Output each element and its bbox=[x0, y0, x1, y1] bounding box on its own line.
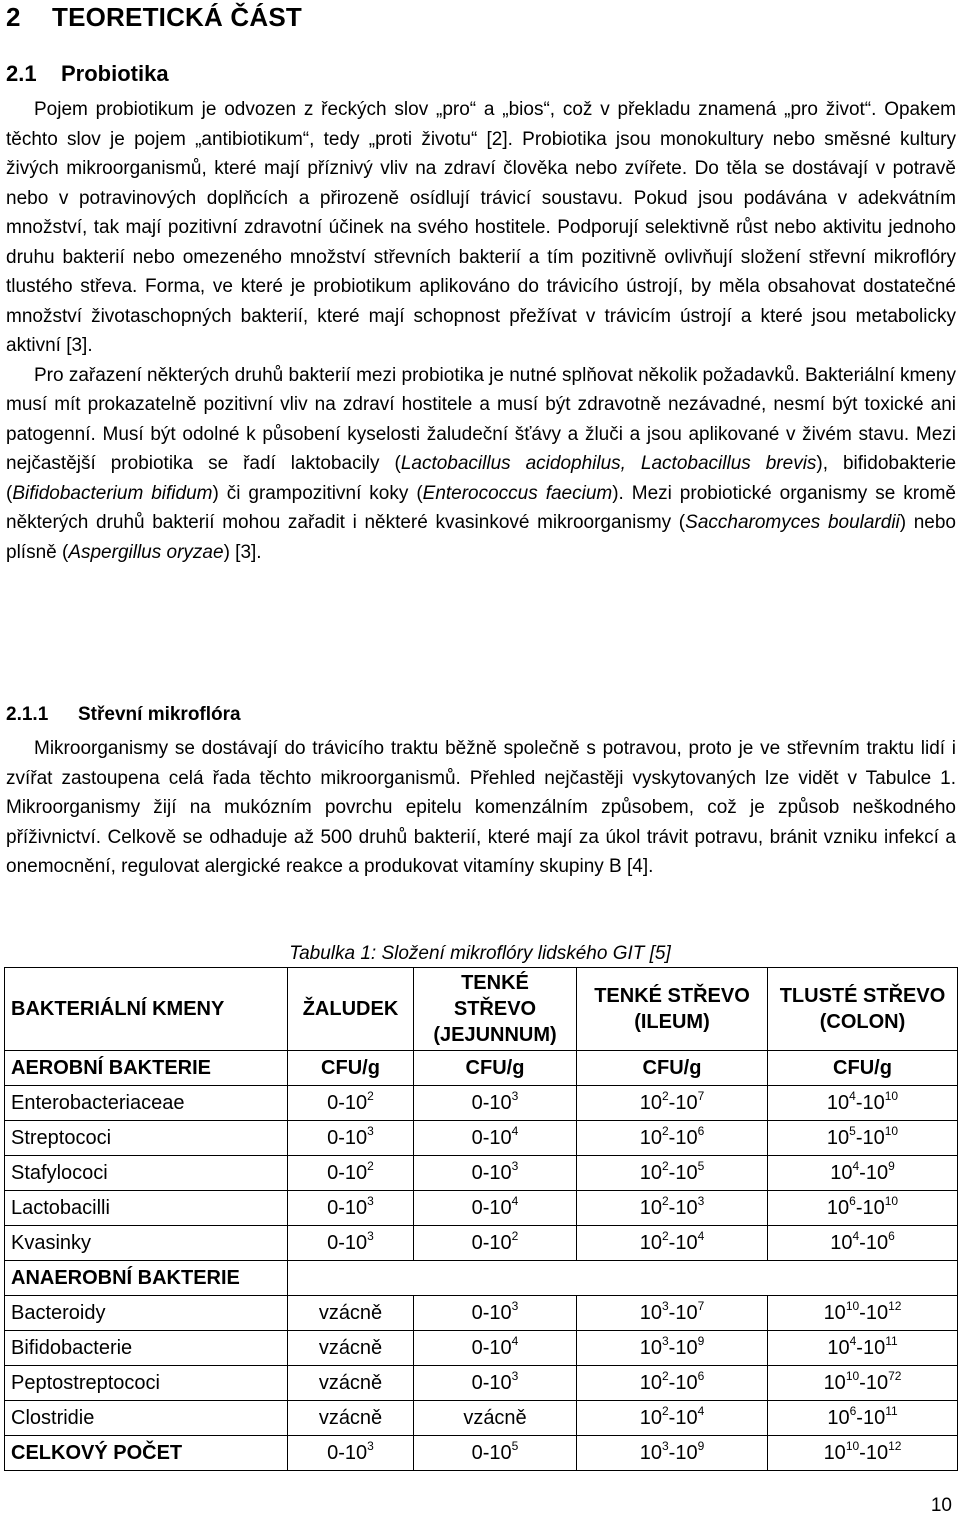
row-label: Bifidobacterie bbox=[5, 1331, 288, 1366]
value-text: -10 bbox=[668, 1371, 698, 1394]
exponent: 3 bbox=[511, 1368, 519, 1383]
value-text: -10 bbox=[855, 1126, 885, 1149]
value-text: 10 bbox=[639, 1371, 662, 1394]
text-run: ), bifidobakterie ( bbox=[6, 453, 957, 504]
species-name: Lactobacillus acidophilus, Lactobacillus brevis bbox=[400, 453, 817, 474]
table-row bbox=[5, 1156, 958, 1191]
table-cell bbox=[414, 1436, 577, 1471]
exponent: 7 bbox=[697, 1298, 705, 1313]
table-row bbox=[5, 1436, 958, 1471]
table-row bbox=[5, 1086, 958, 1121]
row-label: CELKOVÝ POČET bbox=[5, 1436, 288, 1471]
species-name: Bifidobacterium bifidum bbox=[12, 482, 213, 504]
value-text: 10 bbox=[826, 1196, 850, 1219]
table-cell bbox=[768, 1401, 958, 1436]
table-cell: vzácně bbox=[288, 1401, 414, 1436]
value-text: 0-10 bbox=[327, 1091, 368, 1114]
value-text: 0-10 bbox=[471, 1126, 512, 1149]
value-text: 10 bbox=[826, 1091, 850, 1114]
exponent: 10 bbox=[845, 1368, 860, 1383]
value-text: 10 bbox=[830, 1231, 853, 1254]
table-cell bbox=[288, 1226, 414, 1261]
table-cell: vzácně bbox=[414, 1401, 577, 1436]
value-text: 10 bbox=[826, 1126, 850, 1149]
exponent: 10 bbox=[845, 1298, 860, 1313]
value-text: -10 bbox=[668, 1091, 698, 1114]
exponent: 4 bbox=[511, 1333, 519, 1348]
value-text: 10 bbox=[639, 1441, 662, 1464]
subsection-number: 2.1.1 bbox=[6, 704, 49, 725]
table-cell bbox=[414, 1156, 577, 1191]
exponent: 9 bbox=[697, 1438, 705, 1453]
exponent: 5 bbox=[511, 1438, 519, 1453]
page-number: 10 bbox=[930, 1495, 952, 1516]
row-label: Lactobacilli bbox=[5, 1191, 288, 1226]
exponent: 5 bbox=[697, 1158, 705, 1173]
exponent: 11 bbox=[885, 1403, 898, 1418]
table-cell bbox=[768, 1191, 958, 1226]
value-text: 10 bbox=[639, 1091, 662, 1114]
exponent: 3 bbox=[367, 1193, 374, 1208]
table-cell bbox=[577, 1121, 768, 1156]
exponent: 9 bbox=[697, 1333, 705, 1348]
value-text: 10 bbox=[639, 1196, 662, 1219]
row-label: Enterobacteriaceae bbox=[5, 1086, 288, 1121]
exponent: 6 bbox=[849, 1193, 856, 1208]
table-cell bbox=[288, 1121, 414, 1156]
exponent: 4 bbox=[852, 1228, 860, 1243]
table-row bbox=[5, 1191, 958, 1226]
table-cell bbox=[768, 1366, 958, 1401]
value-text: 0-10 bbox=[471, 1301, 512, 1324]
table-cell bbox=[577, 1296, 768, 1331]
table-cell bbox=[414, 1121, 577, 1156]
species-name: Aspergillus oryzae bbox=[68, 541, 224, 563]
value-text: -10 bbox=[668, 1406, 698, 1429]
value-text: 10 bbox=[827, 1336, 850, 1359]
text-run: Pro zařazení některých druhů bakterií mezi probiotika je nutné splňovat několik požadavků. Bakteriální kmeny musí mít prokazatelně pozitivní vliv na zdraví hostitele a musí být zdravotně nezávadné, nesmí být toxické ani patogenní. Musí být odolné k působení kyselosti žaludeční šťávy a žluči a jsou aplikované v živém stavu. Mezi nejčastější probiotika se řadí laktobacily ( bbox=[6, 364, 956, 474]
group-label: ANAEROBNÍ BAKTERIE bbox=[5, 1261, 288, 1296]
exponent: 12 bbox=[888, 1298, 902, 1313]
exponent: 2 bbox=[661, 1123, 669, 1138]
value-text: 0-10 bbox=[471, 1161, 512, 1184]
column-header: TENKÉ STŘEVO (ILEUM) bbox=[577, 968, 768, 1051]
value-text: 0-10 bbox=[471, 1231, 512, 1254]
exponent: 4 bbox=[697, 1228, 705, 1243]
table-cell bbox=[414, 1226, 577, 1261]
paragraph: Mikroorganismy se dostávají do trávicího traktu běžně společně s potravou, proto je ve střevním traktu lidí i zvířat zastoupena celá řada těchto mikroorganismů. Přehled nejčastěji vyskytovaných lze vidět v Tabulce 1. Mikroorganismy žijí na mukózním povrchu epitelu komenzálním způsobem, což je způsob neškodného příživnictví. Celkově se odhaduje až 500 druhů bakterií, které mají za úkol trávit potravu, bránit vzniku infekcí a onemocnění, regulovat alergické reakce a produkovat vitamíny skupiny B [4]. bbox=[6, 738, 956, 877]
value-text: -10 bbox=[668, 1231, 698, 1254]
table-caption: Tabulka 1: Složení mikroflóry lidského GIT [5] bbox=[289, 943, 671, 964]
row-label: Peptostreptococi bbox=[5, 1366, 288, 1401]
exponent: 10 bbox=[884, 1123, 899, 1138]
value-text: -10 bbox=[668, 1196, 698, 1219]
row-label: Stafylococi bbox=[5, 1156, 288, 1191]
exponent: 2 bbox=[367, 1088, 374, 1103]
group-row bbox=[5, 1261, 958, 1296]
table-cell bbox=[768, 1086, 958, 1121]
table-row bbox=[5, 1331, 958, 1366]
value-text: -10 bbox=[859, 1441, 889, 1464]
column-header: BAKTERIÁLNÍ KMENY bbox=[5, 968, 288, 1051]
value-text: -10 bbox=[855, 1091, 885, 1114]
text-run: ) [3]. bbox=[223, 541, 262, 563]
value-text: -10 bbox=[668, 1336, 698, 1359]
value-text: 0-10 bbox=[327, 1231, 368, 1254]
table-cell bbox=[768, 1121, 958, 1156]
value-text: 10 bbox=[639, 1336, 662, 1359]
exponent: 3 bbox=[511, 1088, 519, 1103]
value-text: 0-10 bbox=[327, 1161, 368, 1184]
exponent: 7 bbox=[697, 1088, 705, 1103]
table-cell bbox=[414, 1086, 577, 1121]
value-text: 0-10 bbox=[471, 1371, 512, 1394]
table-cell: vzácně bbox=[288, 1331, 414, 1366]
exponent: 72 bbox=[888, 1368, 902, 1383]
value-text: 10 bbox=[830, 1161, 853, 1184]
subsection-title: Střevní mikroflóra bbox=[78, 704, 241, 725]
chapter-heading bbox=[6, 2, 302, 33]
table-cell bbox=[768, 1156, 958, 1191]
table-cell bbox=[768, 1296, 958, 1331]
table-cell bbox=[577, 1331, 768, 1366]
table-cell bbox=[288, 1086, 414, 1121]
table-row bbox=[5, 1296, 958, 1331]
value-text: 0-10 bbox=[471, 1091, 512, 1114]
exponent: 12 bbox=[888, 1438, 902, 1453]
exponent: 10 bbox=[884, 1193, 899, 1208]
value-text: 10 bbox=[827, 1406, 850, 1429]
value-text: -10 bbox=[668, 1126, 698, 1149]
exponent: 11 bbox=[885, 1333, 898, 1348]
table-cell bbox=[577, 1191, 768, 1226]
exponent: 5 bbox=[849, 1123, 856, 1138]
value-text: 0-10 bbox=[327, 1196, 368, 1219]
table-cell bbox=[414, 1191, 577, 1226]
exponent: 6 bbox=[888, 1228, 895, 1243]
table-cell: vzácně bbox=[288, 1296, 414, 1331]
empty-cell bbox=[288, 1261, 958, 1296]
exponent: 3 bbox=[367, 1123, 374, 1138]
table-header-row bbox=[5, 968, 958, 1051]
section-number: 2.1 bbox=[6, 61, 37, 86]
table-cell bbox=[414, 1296, 577, 1331]
group-row bbox=[5, 1051, 958, 1086]
text-run: ) nebo plísně ( bbox=[6, 512, 956, 563]
table-cell bbox=[288, 1191, 414, 1226]
table-cell bbox=[414, 1331, 577, 1366]
exponent: 10 bbox=[845, 1438, 860, 1453]
table-cell bbox=[288, 1156, 414, 1191]
table-cell bbox=[768, 1226, 958, 1261]
text-run: ). Mezi probiotické organismy se kromě některých druhů bakterií mohou zařadit i některé kvasinkové mikroorganismy ( bbox=[6, 482, 956, 533]
table-row bbox=[5, 1366, 958, 1401]
exponent: 3 bbox=[661, 1438, 669, 1453]
exponent: 4 bbox=[849, 1333, 857, 1348]
exponent: 2 bbox=[367, 1158, 374, 1173]
subsection-body bbox=[6, 734, 956, 882]
exponent: 3 bbox=[661, 1333, 669, 1348]
table-cell bbox=[577, 1086, 768, 1121]
row-label: Bacteroidy bbox=[5, 1296, 288, 1331]
exponent: 4 bbox=[849, 1088, 856, 1103]
exponent: 10 bbox=[884, 1088, 899, 1103]
row-label: Clostridie bbox=[5, 1401, 288, 1436]
row-label: Streptococi bbox=[5, 1121, 288, 1156]
unit-cell: CFU/g bbox=[768, 1051, 958, 1086]
value-text: -10 bbox=[856, 1336, 886, 1359]
exponent: 3 bbox=[511, 1158, 519, 1173]
value-text: -10 bbox=[859, 1231, 889, 1254]
column-header: TLUSTÉ STŘEVO (COLON) bbox=[768, 968, 958, 1051]
exponent: 2 bbox=[661, 1088, 669, 1103]
value-text: 10 bbox=[639, 1406, 662, 1429]
section-body bbox=[6, 95, 956, 567]
exponent: 6 bbox=[697, 1368, 705, 1383]
column-header: TENKÉ STŘEVO (JEJUNNUM) bbox=[414, 968, 577, 1051]
table-cell bbox=[577, 1401, 768, 1436]
value-text: -10 bbox=[859, 1301, 889, 1324]
paragraph bbox=[6, 361, 956, 568]
value-text: 10 bbox=[639, 1231, 662, 1254]
table-cell bbox=[577, 1436, 768, 1471]
table-cell bbox=[768, 1331, 958, 1366]
exponent: 4 bbox=[511, 1193, 519, 1208]
exponent: 3 bbox=[367, 1438, 374, 1453]
exponent: 4 bbox=[511, 1123, 519, 1138]
exponent: 6 bbox=[849, 1403, 857, 1418]
chapter-title: TEORETICKÁ ČÁST bbox=[52, 2, 302, 32]
exponent: 3 bbox=[661, 1298, 669, 1313]
exponent: 2 bbox=[661, 1228, 669, 1243]
microflora-table bbox=[4, 967, 958, 1471]
table-cell bbox=[577, 1226, 768, 1261]
value-text: -10 bbox=[668, 1441, 698, 1464]
exponent: 3 bbox=[697, 1193, 705, 1208]
species-name: Saccharomyces boulardii bbox=[685, 512, 900, 533]
table-cell bbox=[577, 1366, 768, 1401]
unit-cell: CFU/g bbox=[288, 1051, 414, 1086]
value-text: -10 bbox=[668, 1301, 698, 1324]
value-text: 10 bbox=[639, 1126, 662, 1149]
paragraph: Pojem probiotikum je odvozen z řeckých slov „pro“ a „bios“, což v překladu znamená „pro život“. Opakem těchto slov je pojem „antibiotikum“, tedy „proti životu“ [2]. Probiotika jsou monokultury nebo směsné kultury živých mikroorganismů, které mají příznivý vliv na zdraví člověka nebo zvířete. Do těla se dostávají v potravě nebo v potravinových doplňcích a přirozeně osídlují trávicí soustavu. Pokud jsou podávána v adekvátním množství, tak mají pozitivní zdravotní účinek na svého hostitele. Podporují selektivně růst nebo aktivitu jednoho druhu bakterií nebo omezeného množství střevních bakterií a tím pozitivně ovlivňují složení střevní mikroflóry tlustého střeva. Forma, ve které je probiotikum aplikováno do trávicího ústrojí, by měla obsahovat dostatečné množství životaschopných bakterií, které mají schopnost přežívat v trávicím ústrojí a které jsou metabolicky aktivní [3]. bbox=[6, 99, 956, 356]
table-row bbox=[5, 1121, 958, 1156]
value-text: 0-10 bbox=[471, 1196, 512, 1219]
table-cell bbox=[577, 1156, 768, 1191]
table-cell bbox=[768, 1436, 958, 1471]
species-name: Enterococcus faecium bbox=[422, 482, 613, 504]
value-text: 0-10 bbox=[327, 1126, 368, 1149]
value-text: -10 bbox=[856, 1406, 886, 1429]
value-text: 0-10 bbox=[327, 1441, 368, 1464]
group-label: AEROBNÍ BAKTERIE bbox=[5, 1051, 288, 1086]
value-text: 0-10 bbox=[471, 1441, 512, 1464]
value-text: -10 bbox=[859, 1371, 889, 1394]
section-title: Probiotika bbox=[61, 61, 169, 86]
text-run: ) či grampozitivní koky ( bbox=[212, 482, 423, 504]
table-cell: vzácně bbox=[288, 1366, 414, 1401]
value-text: 10 bbox=[639, 1301, 662, 1324]
exponent: 4 bbox=[852, 1158, 860, 1173]
value-text: 10 bbox=[823, 1301, 846, 1324]
table-cell bbox=[288, 1436, 414, 1471]
exponent: 2 bbox=[661, 1158, 669, 1173]
unit-cell: CFU/g bbox=[577, 1051, 768, 1086]
table-row bbox=[5, 1226, 958, 1261]
table-row bbox=[5, 1401, 958, 1436]
exponent: 3 bbox=[367, 1228, 374, 1243]
exponent: 2 bbox=[511, 1228, 519, 1243]
row-label: Kvasinky bbox=[5, 1226, 288, 1261]
section-heading bbox=[6, 61, 169, 87]
value-text: 10 bbox=[823, 1441, 846, 1464]
table-cell bbox=[414, 1366, 577, 1401]
exponent: 6 bbox=[697, 1123, 705, 1138]
exponent: 2 bbox=[661, 1403, 669, 1418]
exponent: 3 bbox=[511, 1298, 519, 1313]
value-text: 10 bbox=[639, 1161, 662, 1184]
column-header: ŽALUDEK bbox=[288, 968, 414, 1051]
chapter-number: 2 bbox=[6, 2, 21, 32]
unit-cell: CFU/g bbox=[414, 1051, 577, 1086]
subsection-heading bbox=[6, 704, 241, 726]
value-text: -10 bbox=[668, 1161, 698, 1184]
value-text: -10 bbox=[859, 1161, 889, 1184]
exponent: 9 bbox=[888, 1158, 895, 1173]
exponent: 2 bbox=[661, 1193, 669, 1208]
exponent: 4 bbox=[697, 1403, 705, 1418]
value-text: 10 bbox=[823, 1371, 846, 1394]
value-text: 0-10 bbox=[471, 1336, 512, 1359]
exponent: 2 bbox=[661, 1368, 669, 1383]
value-text: -10 bbox=[855, 1196, 885, 1219]
